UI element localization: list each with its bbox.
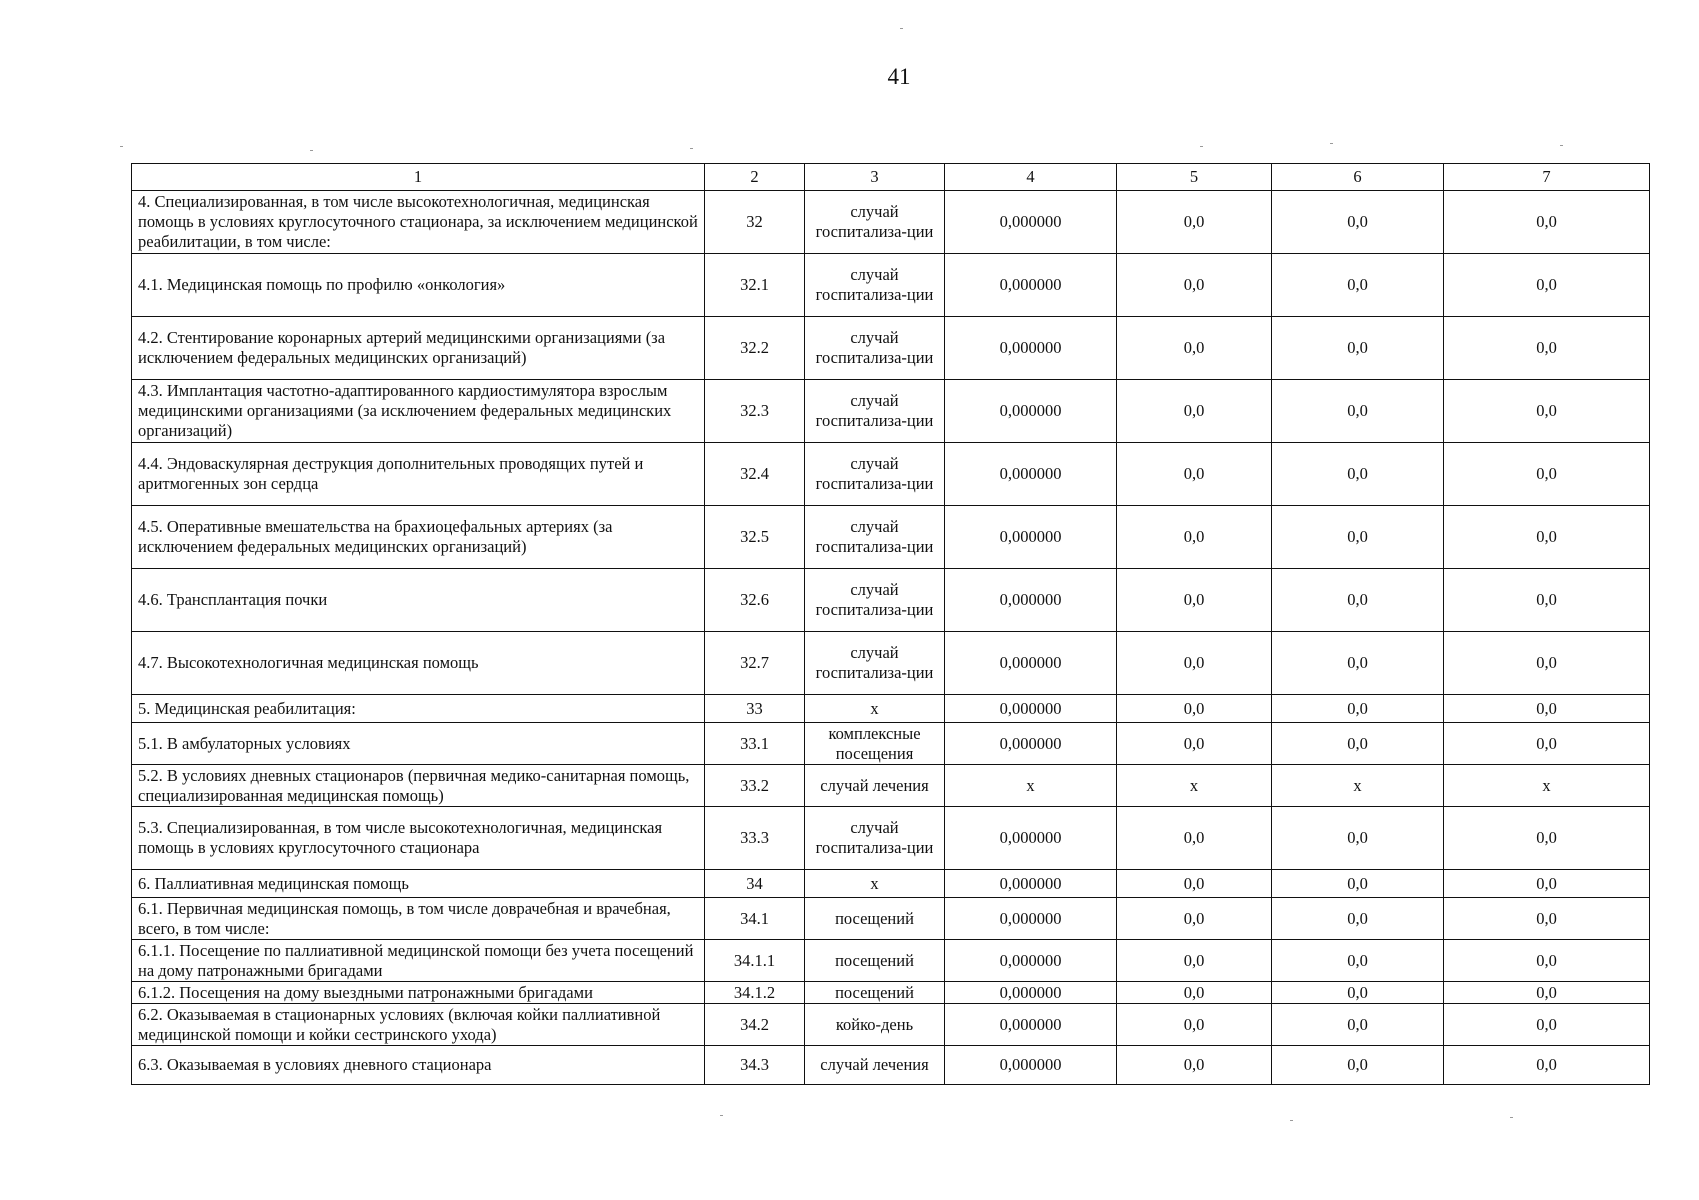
row-name: 6.1.2. Посещения на дому выездными патронажными бригадами [132, 982, 705, 1004]
column-header: 1 [132, 164, 705, 191]
row-unit: случай госпитализа-ции [805, 506, 945, 569]
row-name: 5.1. В амбулаторных условиях [132, 723, 705, 765]
column-header: 5 [1117, 164, 1272, 191]
row-unit: случай госпитализа-ции [805, 569, 945, 632]
column-header: 7 [1444, 164, 1650, 191]
row-value-7: 0,0 [1444, 940, 1650, 982]
table-row [132, 506, 1650, 569]
row-value-6: 0,0 [1272, 982, 1444, 1004]
row-unit: случай госпитализа-ции [805, 317, 945, 380]
row-value-5: 0,0 [1117, 695, 1272, 723]
column-header: 6 [1272, 164, 1444, 191]
row-code: 32.4 [705, 443, 805, 506]
row-code: 32.7 [705, 632, 805, 695]
table-row [132, 723, 1650, 765]
row-value-6: 0,0 [1272, 870, 1444, 898]
row-value-7: 0,0 [1444, 1004, 1650, 1046]
table-row [132, 765, 1650, 807]
row-value-7: 0,0 [1444, 982, 1650, 1004]
row-value-5: 0,0 [1117, 807, 1272, 870]
row-value-5: 0,0 [1117, 1046, 1272, 1085]
row-value-5: 0,0 [1117, 443, 1272, 506]
table-row [132, 632, 1650, 695]
row-value-6: 0,0 [1272, 1004, 1444, 1046]
row-value-6: 0,0 [1272, 569, 1444, 632]
column-header: 4 [945, 164, 1117, 191]
table-row [132, 898, 1650, 940]
row-name: 4.7. Высокотехнологичная медицинская помощь [132, 632, 705, 695]
row-code: 34.3 [705, 1046, 805, 1085]
table-row [132, 982, 1650, 1004]
row-value-4: 0,000000 [945, 254, 1117, 317]
row-value-5: 0,0 [1117, 506, 1272, 569]
row-value-5: 0,0 [1117, 317, 1272, 380]
row-value-4: 0,000000 [945, 380, 1117, 443]
row-unit: х [805, 695, 945, 723]
row-code: 32.2 [705, 317, 805, 380]
row-value-6: 0,0 [1272, 632, 1444, 695]
row-code: 33.1 [705, 723, 805, 765]
row-code: 32.3 [705, 380, 805, 443]
row-value-4: 0,000000 [945, 506, 1117, 569]
row-name: 4.5. Оперативные вмешательства на брахиоцефальных артериях (за исключением федеральных медицинских организаций) [132, 506, 705, 569]
table-row [132, 569, 1650, 632]
table-row [132, 870, 1650, 898]
row-value-6: 0,0 [1272, 380, 1444, 443]
row-name: 5. Медицинская реабилитация: [132, 695, 705, 723]
row-value-7: 0,0 [1444, 254, 1650, 317]
row-value-6: 0,0 [1272, 1046, 1444, 1085]
row-value-6: 0,0 [1272, 443, 1444, 506]
row-code: 32.6 [705, 569, 805, 632]
row-value-6: 0,0 [1272, 940, 1444, 982]
row-code: 33.2 [705, 765, 805, 807]
row-value-6: х [1272, 765, 1444, 807]
row-value-5: 0,0 [1117, 870, 1272, 898]
row-code: 34 [705, 870, 805, 898]
row-unit: случай госпитализа-ции [805, 380, 945, 443]
row-value-4: 0,000000 [945, 191, 1117, 254]
table-row [132, 191, 1650, 254]
row-name: 6.2. Оказываемая в стационарных условиях (включая койки паллиативной медицинской помощи и койки сестринского ухода) [132, 1004, 705, 1046]
row-code: 34.1 [705, 898, 805, 940]
row-unit: комплексные посещения [805, 723, 945, 765]
row-name: 6.1. Первичная медицинская помощь, в том числе доврачебная и врачебная, всего, в том числе: [132, 898, 705, 940]
row-name: 4.1. Медицинская помощь по профилю «онкология» [132, 254, 705, 317]
row-unit: случай госпитализа-ции [805, 443, 945, 506]
row-unit: посещений [805, 982, 945, 1004]
row-value-4: х [945, 765, 1117, 807]
row-value-4: 0,000000 [945, 695, 1117, 723]
row-value-5: 0,0 [1117, 254, 1272, 317]
row-value-5: 0,0 [1117, 982, 1272, 1004]
row-value-6: 0,0 [1272, 695, 1444, 723]
row-value-6: 0,0 [1272, 254, 1444, 317]
row-unit: посещений [805, 898, 945, 940]
row-name: 4. Специализированная, в том числе высокотехнологичная, медицинская помощь в условиях круглосуточного стационара, за исключением медицинской реабилитации, в том числе: [132, 191, 705, 254]
row-name: 4.4. Эндоваскулярная деструкция дополнительных проводящих путей и аритмогенных зон сердца [132, 443, 705, 506]
page-number: 41 [887, 64, 911, 89]
row-value-5: 0,0 [1117, 1004, 1272, 1046]
row-code: 33.3 [705, 807, 805, 870]
row-value-7: 0,0 [1444, 380, 1650, 443]
row-unit: случай госпитализа-ции [805, 254, 945, 317]
row-value-7: х [1444, 765, 1650, 807]
row-value-7: 0,0 [1444, 807, 1650, 870]
row-value-5: 0,0 [1117, 898, 1272, 940]
row-unit: случай госпитализа-ции [805, 807, 945, 870]
row-unit: случай госпитализа-ции [805, 191, 945, 254]
row-value-4: 0,000000 [945, 940, 1117, 982]
row-unit: х [805, 870, 945, 898]
row-value-7: 0,0 [1444, 443, 1650, 506]
row-code: 33 [705, 695, 805, 723]
row-value-5: 0,0 [1117, 191, 1272, 254]
row-value-5: х [1117, 765, 1272, 807]
row-name: 5.3. Специализированная, в том числе высокотехнологичная, медицинская помощь в условиях круглосуточного стационара [132, 807, 705, 870]
table-row [132, 807, 1650, 870]
row-unit: случай лечения [805, 765, 945, 807]
row-value-7: 0,0 [1444, 632, 1650, 695]
row-value-7: 0,0 [1444, 695, 1650, 723]
row-name: 6. Паллиативная медицинская помощь [132, 870, 705, 898]
row-unit: койко-день [805, 1004, 945, 1046]
row-value-4: 0,000000 [945, 870, 1117, 898]
row-value-5: 0,0 [1117, 723, 1272, 765]
table-row [132, 380, 1650, 443]
row-value-6: 0,0 [1272, 317, 1444, 380]
row-value-7: 0,0 [1444, 1046, 1650, 1085]
row-value-7: 0,0 [1444, 506, 1650, 569]
row-value-4: 0,000000 [945, 723, 1117, 765]
row-value-6: 0,0 [1272, 898, 1444, 940]
row-value-6: 0,0 [1272, 807, 1444, 870]
row-value-4: 0,000000 [945, 1004, 1117, 1046]
row-value-4: 0,000000 [945, 898, 1117, 940]
row-value-5: 0,0 [1117, 632, 1272, 695]
data-table [131, 163, 1650, 1085]
row-value-5: 0,0 [1117, 569, 1272, 632]
column-header: 2 [705, 164, 805, 191]
row-unit: случай госпитализа-ции [805, 632, 945, 695]
row-value-7: 0,0 [1444, 317, 1650, 380]
row-value-4: 0,000000 [945, 569, 1117, 632]
row-code: 34.1.1 [705, 940, 805, 982]
row-code: 32 [705, 191, 805, 254]
row-value-4: 0,000000 [945, 317, 1117, 380]
row-value-4: 0,000000 [945, 443, 1117, 506]
row-value-4: 0,000000 [945, 807, 1117, 870]
row-unit: случай лечения [805, 1046, 945, 1085]
row-value-6: 0,0 [1272, 723, 1444, 765]
row-unit: посещений [805, 940, 945, 982]
row-value-6: 0,0 [1272, 191, 1444, 254]
table-row [132, 695, 1650, 723]
row-name: 4.3. Имплантация частотно-адаптированного кардиостимулятора взрослым медицинскими организациями (за исключением федеральных медицинских организаций) [132, 380, 705, 443]
row-value-7: 0,0 [1444, 569, 1650, 632]
table-row [132, 443, 1650, 506]
row-value-4: 0,000000 [945, 632, 1117, 695]
row-value-5: 0,0 [1117, 940, 1272, 982]
row-name: 6.1.1. Посещение по паллиативной медицинской помощи без учета посещений на дому патронажными бригадами [132, 940, 705, 982]
row-value-6: 0,0 [1272, 506, 1444, 569]
row-value-5: 0,0 [1117, 380, 1272, 443]
row-value-7: 0,0 [1444, 723, 1650, 765]
header-row [132, 164, 1650, 191]
row-name: 5.2. В условиях дневных стационаров (первичная медико-санитарная помощь, специализированная медицинская помощь) [132, 765, 705, 807]
row-code: 34.2 [705, 1004, 805, 1046]
table-row [132, 1004, 1650, 1046]
row-value-7: 0,0 [1444, 191, 1650, 254]
table-row [132, 1046, 1650, 1085]
row-name: 4.6. Трансплантация почки [132, 569, 705, 632]
row-code: 34.1.2 [705, 982, 805, 1004]
table-row [132, 317, 1650, 380]
row-name: 6.3. Оказываемая в условиях дневного стационара [132, 1046, 705, 1085]
row-value-7: 0,0 [1444, 898, 1650, 940]
row-value-7: 0,0 [1444, 870, 1650, 898]
table-row [132, 254, 1650, 317]
row-code: 32.5 [705, 506, 805, 569]
row-value-4: 0,000000 [945, 982, 1117, 1004]
row-value-4: 0,000000 [945, 1046, 1117, 1085]
table-row [132, 940, 1650, 982]
row-code: 32.1 [705, 254, 805, 317]
column-header: 3 [805, 164, 945, 191]
row-name: 4.2. Стентирование коронарных артерий медицинскими организациями (за исключением федеральных медицинских организаций) [132, 317, 705, 380]
